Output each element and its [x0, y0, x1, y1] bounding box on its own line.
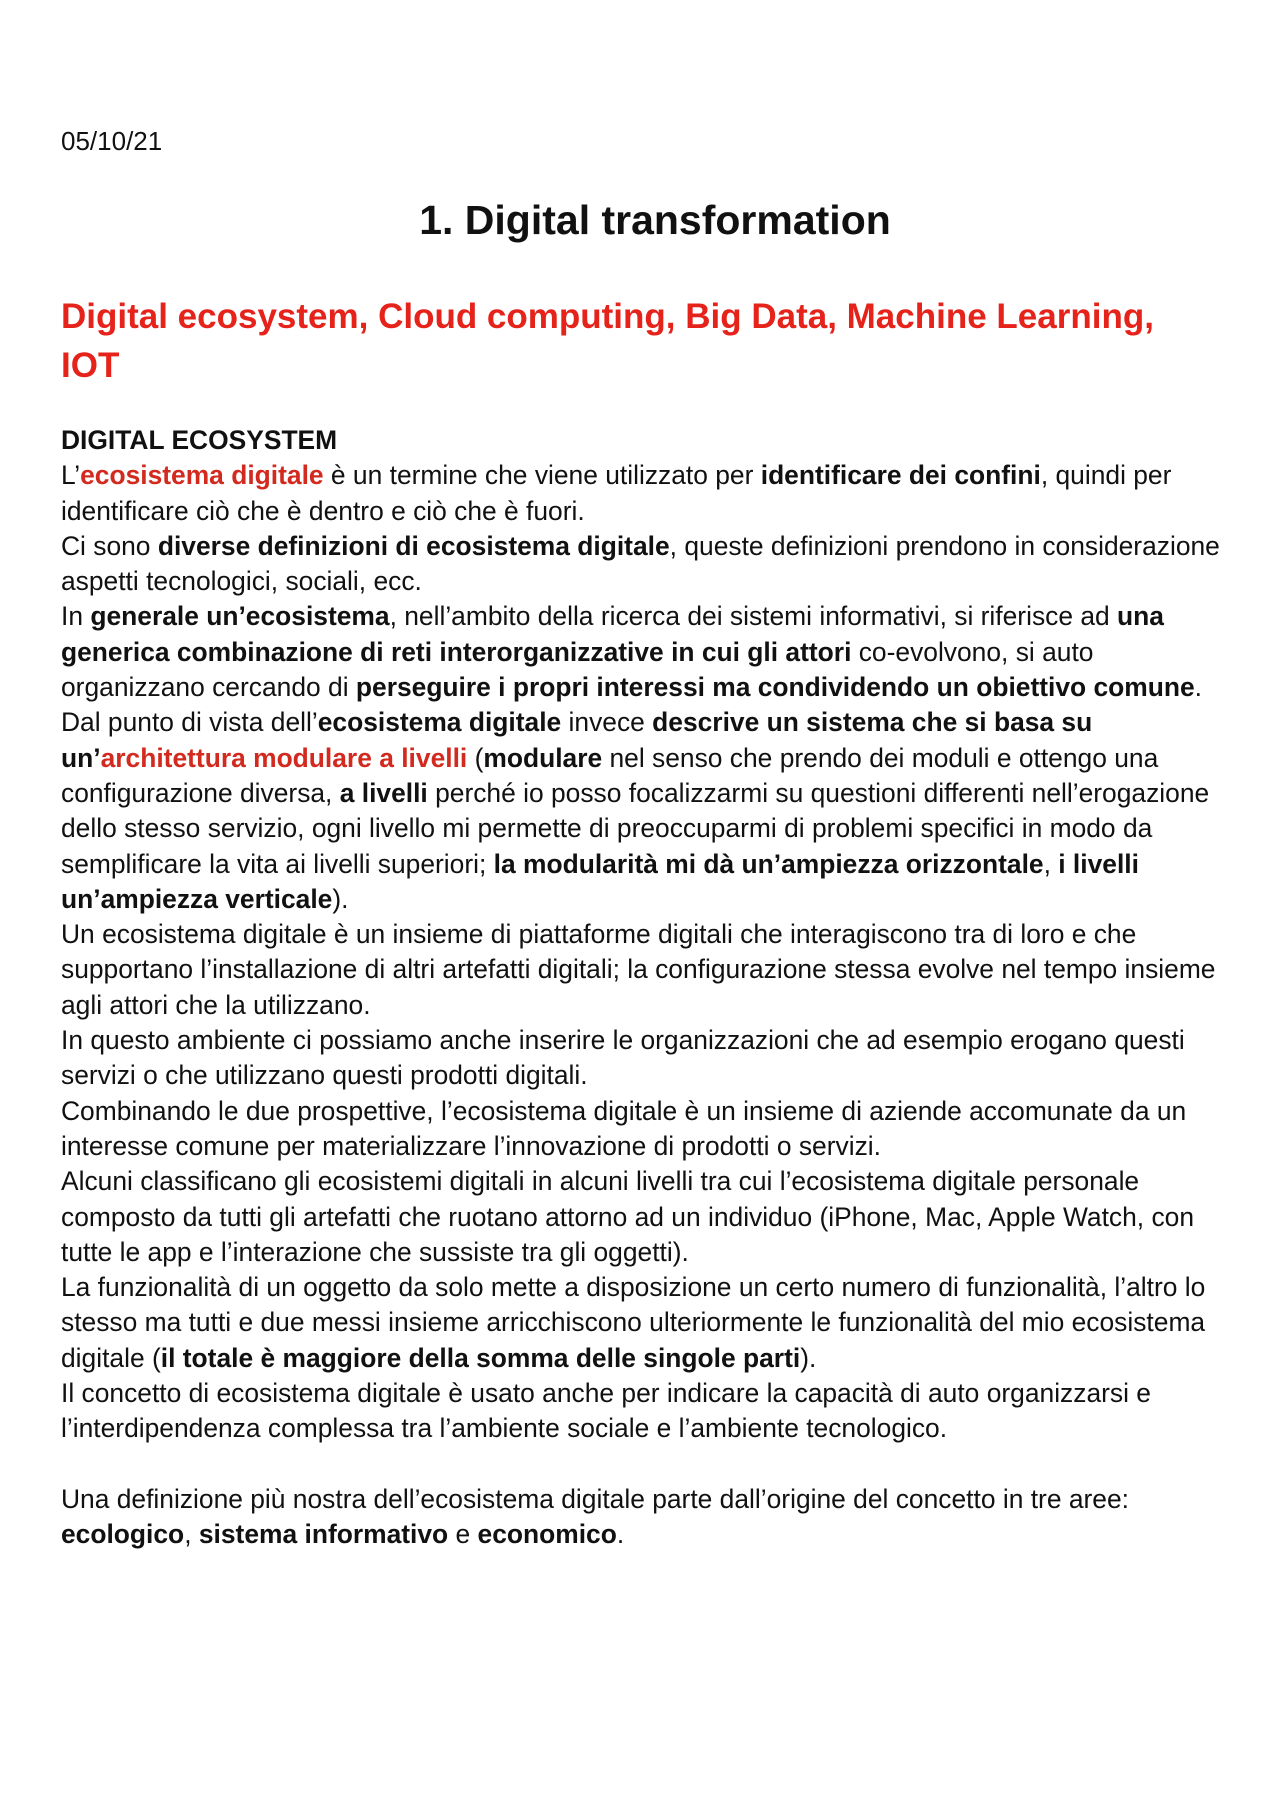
- text-run: è un termine che viene utilizzato per: [323, 460, 761, 491]
- text-run: perché io posso focalizzarmi su questioni differenti nell’erogazione dello stesso servizio, ogni livello mi permette di preoccuparmi di problemi specifici in modo da semplificare la vita ai livelli superiori;: [61, 777, 1210, 879]
- bold-term: il totale è maggiore della somma delle singole parti: [160, 1342, 801, 1373]
- text-run: co-evolvono, si auto organizzano cercando di: [61, 636, 1094, 703]
- document-date: 05/10/21: [61, 126, 163, 156]
- text-run: , queste definizioni prendono in considerazione aspetti tecnologici, sociali, ecc.: [61, 530, 1220, 597]
- text-run: ,: [184, 1518, 199, 1549]
- body-text: [61, 423, 1231, 1552]
- bold-term: una generica combinazione di reti interorganizzative in cui gli attori: [61, 601, 1164, 667]
- paragraph-10: Il concetto di ecosistema digitale è usato anche per indicare la capacità di auto organizzarsi e l’interdipendenza complessa tra l’ambiente sociale e l’ambiente tecnologico.: [61, 1378, 1151, 1444]
- page-title: 1. Digital transformation: [419, 197, 891, 243]
- text-run: ).: [800, 1342, 817, 1373]
- text-run: La funzionalità di un oggetto da solo mette a disposizione un certo numero di funzionalità, l’altro lo stesso ma tutti e due messi insieme arricchiscono ulteriormente le funzionalità del mio ecosistema digitale (: [61, 1272, 1206, 1373]
- text-run: Ci sono: [61, 530, 158, 561]
- bold-term: diverse definizioni di ecosistema digitale: [157, 530, 670, 561]
- text-run: In: [61, 601, 91, 632]
- text-run: nel senso che prendo dei moduli e ottengo una configurazione diversa,: [61, 742, 1159, 808]
- text-run: e: [448, 1518, 478, 1549]
- paragraph-2: [61, 529, 1231, 600]
- text-run: .: [616, 1518, 625, 1549]
- paragraph-1: [61, 458, 1231, 529]
- text-run: ,: [1043, 848, 1059, 879]
- paragraph-9: [61, 1270, 1231, 1376]
- paragraph-4: [61, 705, 1231, 917]
- bold-term: modulare: [483, 742, 603, 773]
- bold-term: a livelli: [339, 777, 428, 808]
- paragraph-8: Alcuni classificano gli ecosistemi digitali in alcuni livelli tra cui l’ecosistema digitale personale composto da tutti gli artefatti che ruotano attorno ad un individuo (iPhone, Mac, Apple Watch, con tutte le app e l’interazione che sussiste tra gli oggetti).: [61, 1166, 1195, 1267]
- bold-term: ecologico: [61, 1518, 185, 1549]
- text-run: (: [467, 742, 484, 773]
- highlight-term: ecosistema digitale: [80, 460, 324, 491]
- paragraph-6: In questo ambiente ci possiamo anche inserire le organizzazioni che ad esempio erogano questi servizi o che utilizzano questi prodotti digitali.: [61, 1025, 1185, 1091]
- text-run: invece: [561, 707, 653, 738]
- bold-term: ecosistema digitale: [317, 707, 562, 738]
- text-run: , nell’ambito della ricerca dei sistemi informativi, si riferisce ad: [389, 601, 1118, 632]
- text-run: , quindi per identificare ciò che è dentro e ciò che è fuori.: [61, 460, 1172, 526]
- text-run: L’: [61, 460, 81, 491]
- paragraph-5: Un ecosistema digitale è un insieme di piattaforme digitali che interagiscono tra di loro e che supportano l’installazione di altri artefatti digitali; la configurazione stessa evolve nel tempo insieme agli attori che la utilizzano.: [61, 919, 1216, 1020]
- text-run: Una definizione più nostra dell’ecosistema digitale parte dall’origine del concetto in tre aree:: [61, 1483, 1129, 1514]
- bold-term: economico: [477, 1518, 617, 1549]
- bold-term: sistema informativo: [198, 1518, 449, 1549]
- section-heading: DIGITAL ECOSYSTEM: [61, 425, 338, 455]
- paragraph-3: [61, 599, 1231, 705]
- paragraph-11: [61, 1482, 1231, 1553]
- bold-term: la modularità mi dà un’ampiezza orizzontale: [493, 848, 1044, 879]
- bold-term: perseguire i propri interessi ma condividendo un obiettivo comune: [355, 672, 1195, 703]
- bold-term: identificare dei confini: [760, 460, 1041, 491]
- bold-term: generale un’ecosistema: [90, 601, 390, 632]
- bold-term: descrive un sistema che si basa su un’: [61, 707, 1093, 773]
- highlight-term: architettura modulare a livelli: [100, 742, 468, 773]
- text-run: .: [1194, 672, 1203, 703]
- section-subtitle: Digital ecosystem, Cloud computing, Big Data, Machine Learning, IOT: [61, 297, 1154, 385]
- paragraph-7: Combinando le due prospettive, l’ecosistema digitale è un insieme di aziende accomunate da un interesse comune per materializzare l’innovazione di prodotti o servizi.: [61, 1095, 1187, 1161]
- text-run: Dal punto di vista dell’: [61, 707, 318, 738]
- bold-term: i livelli un’ampiezza verticale: [61, 848, 1139, 914]
- text-run: ).: [332, 883, 349, 914]
